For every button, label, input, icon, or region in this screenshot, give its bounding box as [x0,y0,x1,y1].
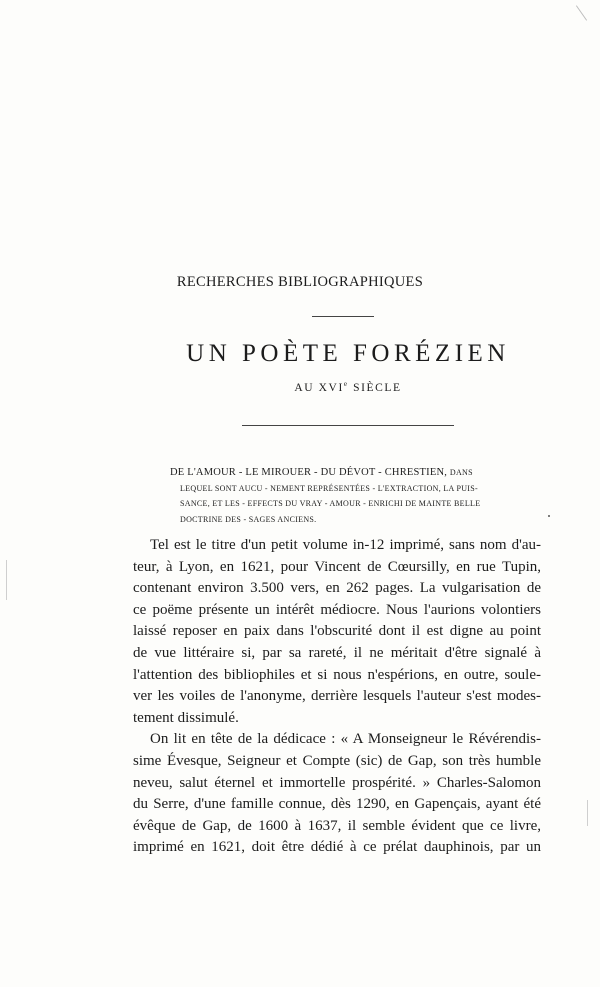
subtitle-pre: AU XVI [294,381,344,394]
text-line: On lit en tête de la dédicace : « A Monseigneur le Révérendis- [150,731,541,748]
divider [242,425,454,426]
text-line: de vue littéraire si, par sa rareté, il ne méritait d'être signalé à [133,644,541,661]
text-line: sime Évesque, Seigneur et Compte (sic) de Gap, son très humble [133,752,541,769]
text-line: du Serre, d'une famille connue, dès 1290, en Gapençais, ayant été [133,796,541,813]
book-title-line: DE L'AMOUR - LE MIROUER - DU DÉVOT - CHRESTIEN, [170,467,448,478]
text-line: évêque de Gap, de 1600 à 1637, il semble évident que ce livre, [133,817,541,834]
text-line: teur, à Lyon, en 1621, pour Vincent de Cœursilly, en rue Tupin, [133,558,541,575]
scan-mark [587,800,588,826]
scan-mark [548,515,550,517]
text-line: neveu, salut éternel et immortelle prospérité. » Charles-Salomon [133,774,541,791]
text-line: contenant environ 3.500 vers, en 262 pages. La vulgarisation de [133,580,541,597]
text-line: imprimé en 1621, doit être dédié à ce prélat dauphinois, par un [133,839,541,856]
text-line: tement dissimulé. [133,709,239,726]
text-line: ver les voiles de l'anonyme, derrière lesquels l'auteur s'est modes- [133,688,541,705]
subtitle-post: SIÈCLE [348,381,402,394]
scan-mark [576,5,587,20]
divider [312,316,374,317]
book-title-line: LEQUEL SONT AUCU - NEMENT REPRÉSENTÉES - L'EXTRACTION, LA PUIS- [180,483,478,493]
page-title: UN POÈTE FORÉZIEN [186,340,510,367]
subtitle [48,380,600,394]
text-line: l'attention des bibliophiles et si nous n'espérions, en outre, soule- [133,666,541,683]
subtitle-sup: e [343,380,349,388]
scan-mark [6,560,7,600]
text-line: laissé reposer en paix dans l'obscurité dont il est digne au point [133,623,541,640]
series-heading: RECHERCHES BIBLIOGRAPHIQUES [176,274,424,290]
book-title-line: SANCE, ET LES - EFFECTS DU VRAY - AMOUR - ENRICHI DE MAINTE BELLE [180,499,481,508]
body-text [133,535,541,859]
book-title-block [170,465,510,527]
book-title-line: DOCTRINE DES - SAGES ANCIENS. [180,514,317,524]
book-title-line: DANS [449,468,473,477]
text-line: ce poëme présente un intérêt médiocre. Nous l'aurions volontiers [133,601,541,618]
text-line: Tel est le titre d'un petit volume in-12 imprimé, sans nom d'au- [150,537,541,553]
